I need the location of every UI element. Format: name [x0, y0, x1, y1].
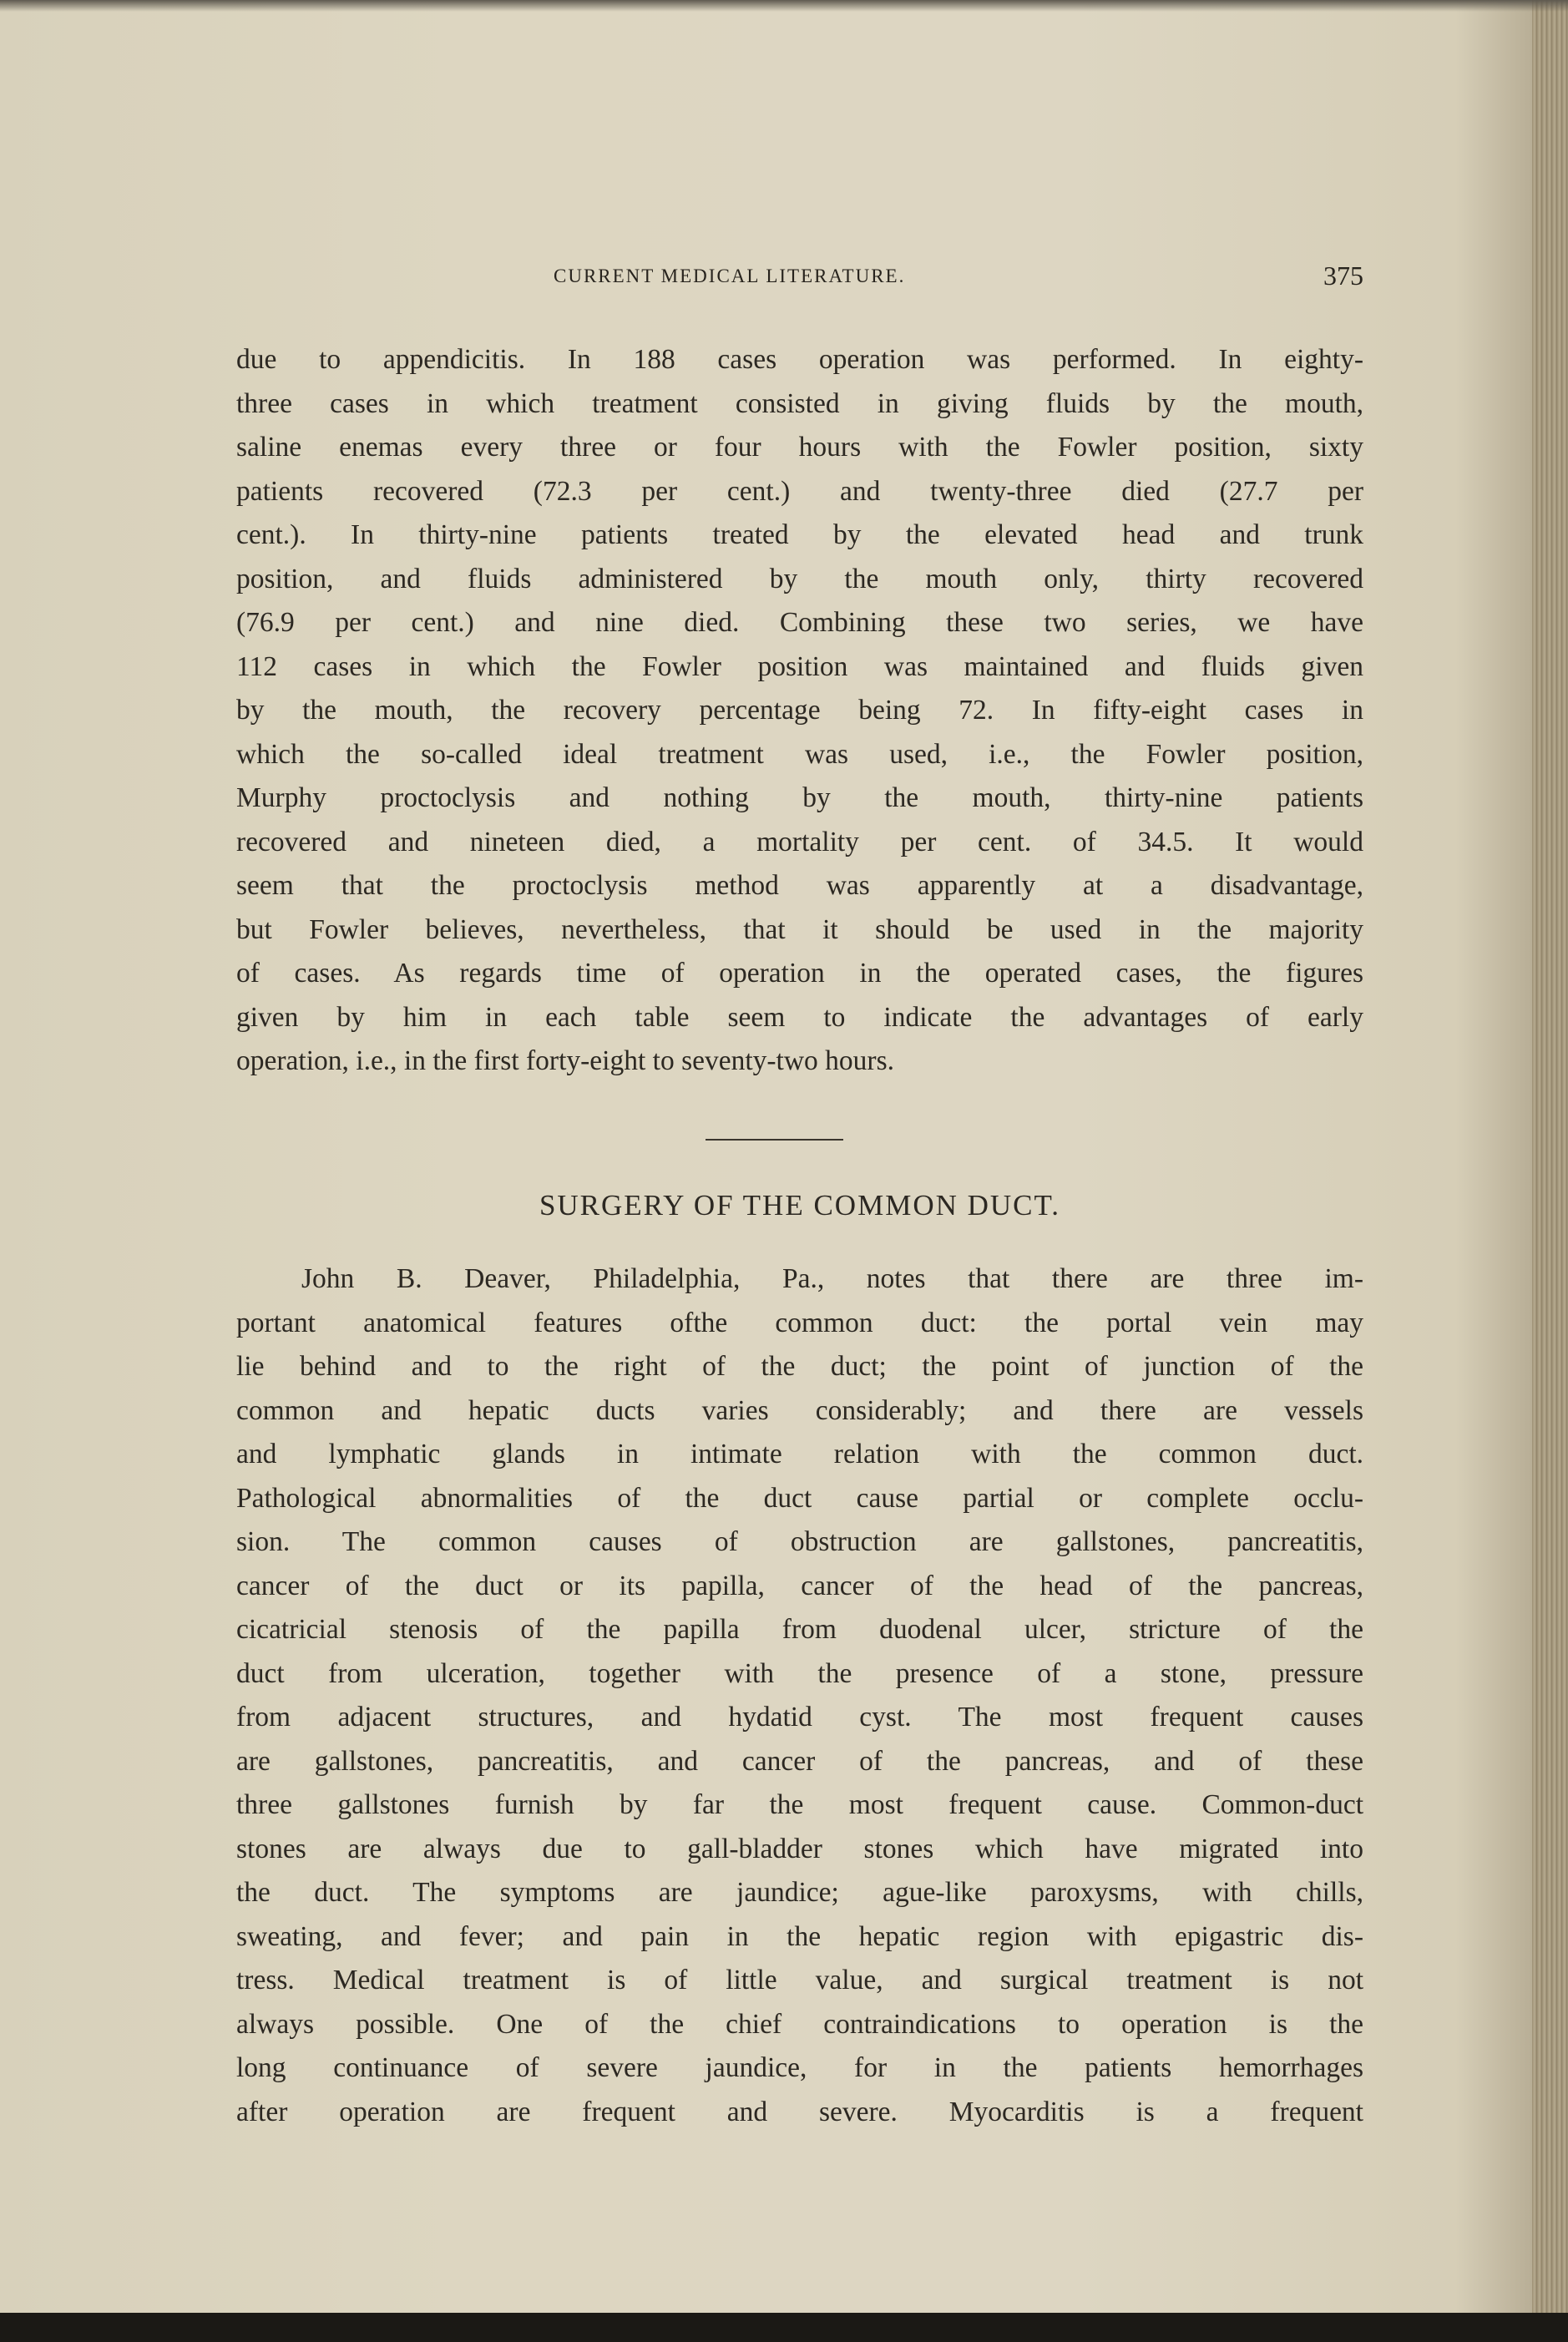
text-line: due to appendicitis. In 188 cases operation was performed. In eighty-	[236, 344, 1363, 375]
text-line: duct from ulceration, together with the presence of a stone, pressure	[236, 1657, 1363, 1689]
text-line: of cases. As regards time of operation in the operated cases, the figures	[236, 958, 1363, 989]
text-line: but Fowler believes, nevertheless, that it should be used in the majority	[236, 913, 1363, 945]
text-line: sweating, and fever; and pain in the hepatic region with epigastric dis-	[236, 1920, 1363, 1952]
text-line: stones are always due to gall-bladder stones which have migrated into	[236, 1833, 1363, 1864]
text-line: long continuance of severe jaundice, for in the patients hemorrhages	[236, 2052, 1363, 2083]
text-line: three cases in which treatment consisted in giving fluids by the mouth,	[236, 387, 1363, 419]
text-line: cent.). In thirty-nine patients treated by the elevated head and trunk	[236, 519, 1363, 550]
intro-paragraph	[236, 338, 1363, 1084]
text-line: three gallstones furnish by far the most frequent cause. Common-duct	[236, 1789, 1363, 1820]
text-line: the duct. The symptoms are jaundice; ague-like paroxysms, with chills,	[236, 1877, 1363, 1908]
text-line: are gallstones, pancreatitis, and cancer of the pancreas, and of these	[236, 1745, 1363, 1777]
text-line: after operation are frequent and severe. Myocarditis is a frequent	[236, 2096, 1363, 2127]
text-line: and lymphatic glands in intimate relation with the common duct.	[236, 1439, 1363, 1469]
top-shadow	[0, 0, 1568, 12]
text-line: which the so-called ideal treatment was used, i.e., the Fowler position,	[236, 738, 1363, 770]
text-line: cicatricial stenosis of the papilla from duodenal ulcer, stricture of the	[236, 1614, 1363, 1645]
text-line: patients recovered (72.3 per cent.) and twenty-three died (27.7 per	[236, 475, 1363, 507]
running-title: CURRENT MEDICAL LITERATURE.	[554, 266, 906, 286]
text-line: 112 cases in which the Fowler position was maintained and fluids given	[236, 650, 1363, 682]
page-edge	[1532, 0, 1568, 2342]
text-line: Pathological abnormalities of the duct cause partial or complete occlu-	[236, 1482, 1363, 1514]
bottom-shadow	[0, 2313, 1568, 2342]
text-line: common and hepatic ducts varies considerably; and there are vessels	[236, 1394, 1363, 1426]
section-divider	[706, 1139, 843, 1141]
text-line: (76.9 per cent.) and nine died. Combining these two series, we have	[236, 607, 1363, 638]
text-line: lie behind and to the right of the duct; the point of junction of the	[236, 1351, 1363, 1382]
text-line: operation, i.e., in the first forty-eight to seventy-two hours.	[236, 1045, 895, 1076]
section-heading: SURGERY OF THE COMMON DUCT.	[539, 1189, 1061, 1222]
running-head	[236, 261, 1363, 297]
text-line: saline enemas every three or four hours with the Fowler position, sixty	[236, 432, 1363, 463]
text-line: John B. Deaver, Philadelphia, Pa., notes that there are three im-	[301, 1263, 1363, 1294]
text-line: position, and fluids administered by the mouth only, thirty recovered	[236, 563, 1363, 594]
text-line: Murphy proctoclysis and nothing by the mouth, thirty-nine patients	[236, 782, 1363, 813]
body-paragraph	[236, 1257, 1363, 2134]
text-line: always possible. One of the chief contraindications to operation is the	[236, 2008, 1363, 2040]
text-line: from adjacent structures, and hydatid cyst. The most frequent causes	[236, 1702, 1363, 1732]
text-line: by the mouth, the recovery percentage being 72. In fifty-eight cases in	[236, 695, 1363, 726]
page-number: 375	[1323, 261, 1363, 291]
text-line: recovered and nineteen died, a mortality per cent. of 34.5. It would	[236, 826, 1363, 857]
text-line: given by him in each table seem to indicate the advantages of early	[236, 1001, 1363, 1033]
text-line: portant anatomical features ofthe common duct: the portal vein may	[236, 1307, 1363, 1338]
text-line: seem that the proctoclysis method was apparently at a disadvantage,	[236, 870, 1363, 901]
text-line: sion. The common causes of obstruction are gallstones, pancreatitis,	[236, 1526, 1363, 1557]
text-line: tress. Medical treatment is of little value, and surgical treatment is not	[236, 1965, 1363, 1996]
text-line: cancer of the duct or its papilla, cancer of the head of the pancreas,	[236, 1570, 1363, 1601]
